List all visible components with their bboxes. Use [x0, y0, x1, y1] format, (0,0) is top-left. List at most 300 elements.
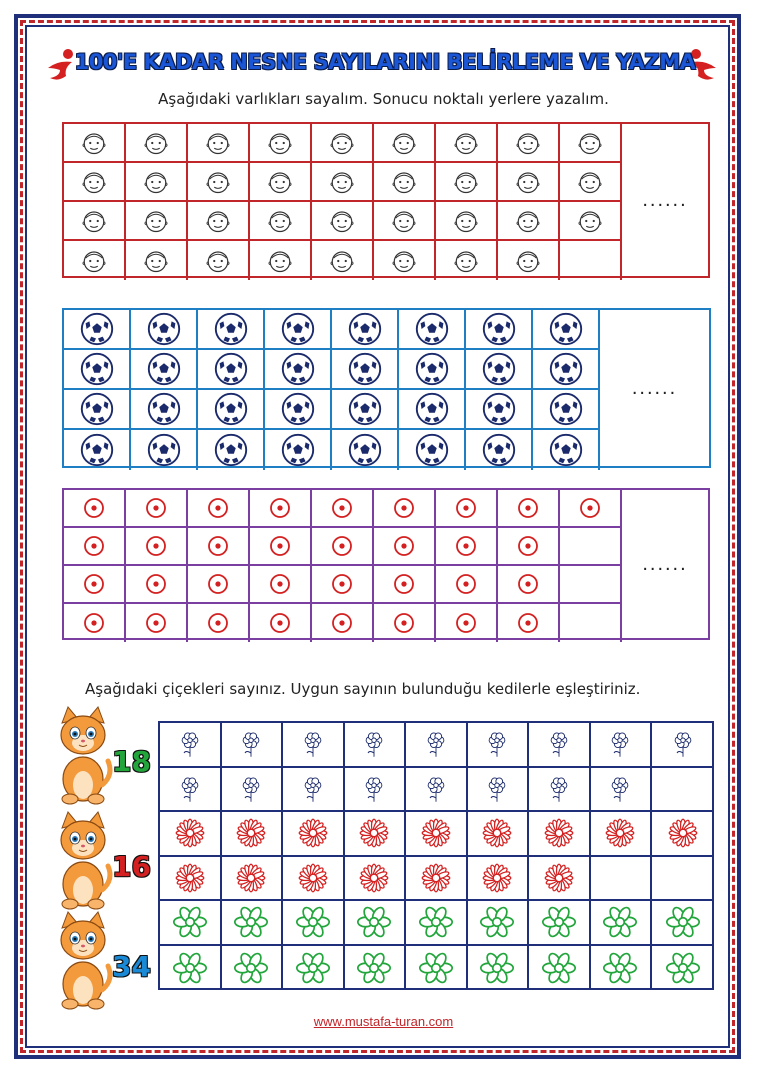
target-circle-icon — [203, 608, 233, 638]
target-circle-icon — [451, 531, 481, 561]
grid-cell — [131, 310, 198, 350]
grid-cell — [64, 490, 126, 528]
green-flower-icon — [540, 903, 578, 941]
flower-cell — [160, 723, 222, 768]
grid-cell — [560, 163, 622, 202]
target-circle-icon — [79, 531, 109, 561]
smiley-face-icon — [513, 246, 543, 276]
green-flower-icon — [232, 949, 270, 987]
target-circle-icon — [79, 608, 109, 638]
grid-cell — [533, 350, 600, 390]
outline-flower-icon — [668, 729, 698, 759]
footer-link[interactable]: www.mustafa-turan.com — [313, 1014, 454, 1029]
smiley-face-icon — [513, 167, 543, 197]
flower-cell — [652, 768, 714, 813]
smiley-face-icon — [203, 206, 233, 236]
soccer-ball-icon — [547, 431, 585, 469]
grid-cell — [498, 490, 560, 528]
answer-blank[interactable]: ...... — [642, 552, 688, 575]
target-circle-icon — [389, 493, 419, 523]
red-daisy-icon — [540, 859, 578, 897]
grid-cell — [436, 163, 498, 202]
grid-cell — [64, 604, 126, 642]
flower-cell — [283, 901, 345, 946]
smiley-face-icon — [575, 206, 605, 236]
target-circle-icon — [141, 569, 171, 599]
green-flower-icon — [478, 949, 516, 987]
target-circle-icon — [327, 569, 357, 599]
flower-cell — [468, 768, 530, 813]
target-circle-icon — [203, 531, 233, 561]
grid-cell — [466, 430, 533, 470]
grid-cell — [198, 430, 265, 470]
target-circle-icon — [513, 493, 543, 523]
soccer-ball-icon — [212, 431, 250, 469]
grid-cell — [188, 241, 250, 280]
soccer-ball-icon — [346, 431, 384, 469]
flower-cell — [468, 723, 530, 768]
grid-cell — [399, 390, 466, 430]
grid-cell — [64, 241, 126, 280]
soccer-ball-icon — [212, 390, 250, 428]
grid-cell — [498, 241, 560, 280]
flower-cell — [591, 901, 653, 946]
green-flower-icon — [171, 949, 209, 987]
flower-cell — [591, 812, 653, 857]
flower-cell — [160, 946, 222, 991]
flower-cell — [591, 857, 653, 902]
soccer-ball-icon — [78, 390, 116, 428]
grid-cell — [560, 528, 622, 566]
soccer-ball-icon — [480, 431, 518, 469]
target-circle-icon — [389, 531, 419, 561]
grid-cell — [436, 528, 498, 566]
soccer-ball-icon — [145, 390, 183, 428]
grid-cell — [198, 390, 265, 430]
target-circle-icon — [327, 531, 357, 561]
counting-grid — [62, 488, 710, 640]
grid-cell — [250, 241, 312, 280]
red-daisy-icon — [232, 859, 270, 897]
soccer-ball-icon — [279, 390, 317, 428]
smiley-face-icon — [265, 246, 295, 276]
flower-cell — [222, 768, 284, 813]
flower-cell — [529, 723, 591, 768]
green-flower-icon — [664, 903, 702, 941]
green-flower-icon — [232, 903, 270, 941]
flower-cell — [529, 768, 591, 813]
red-daisy-icon — [478, 859, 516, 897]
smiley-face-icon — [265, 206, 295, 236]
red-daisy-icon — [417, 814, 455, 852]
soccer-ball-icon — [346, 390, 384, 428]
flower-cell — [222, 946, 284, 991]
grid-cell — [126, 604, 188, 642]
grid-cell — [332, 390, 399, 430]
grid-cell — [498, 202, 560, 241]
flower-cell — [529, 946, 591, 991]
green-flower-icon — [294, 949, 332, 987]
flower-cell — [283, 946, 345, 991]
target-circle-icon — [513, 569, 543, 599]
green-flower-icon — [355, 903, 393, 941]
smiley-face-icon — [141, 206, 171, 236]
grid-cell — [126, 241, 188, 280]
grid-cell — [533, 310, 600, 350]
outline-flower-icon — [544, 774, 574, 804]
grid-cell — [399, 430, 466, 470]
flower-cell — [160, 857, 222, 902]
grid-cell — [498, 604, 560, 642]
flower-cell — [652, 723, 714, 768]
target-circle-icon — [389, 608, 419, 638]
grid-cell — [436, 202, 498, 241]
grid-cell — [560, 124, 622, 163]
soccer-ball-icon — [279, 431, 317, 469]
grid-cell — [560, 202, 622, 241]
grid-cell — [64, 163, 126, 202]
outline-flower-icon — [482, 729, 512, 759]
grid-cell — [126, 490, 188, 528]
grid-cell — [399, 310, 466, 350]
flower-cell — [345, 946, 407, 991]
page-title: 100'E KADAR NESNE SAYILARINI BELİRLEME VE YAZMA — [74, 50, 696, 74]
target-circle-icon — [141, 608, 171, 638]
grid-cell — [64, 310, 131, 350]
grid-cell — [188, 124, 250, 163]
grid-cell — [374, 566, 436, 604]
grid-cell — [131, 350, 198, 390]
grid-cell — [64, 350, 131, 390]
smiley-face-icon — [79, 206, 109, 236]
soccer-ball-icon — [212, 350, 250, 388]
cat-icon — [52, 705, 114, 805]
grid-cell — [436, 124, 498, 163]
red-daisy-icon — [355, 859, 393, 897]
flower-cell — [406, 812, 468, 857]
cat-icon — [52, 810, 114, 910]
flower-cell — [529, 901, 591, 946]
soccer-ball-icon — [413, 310, 451, 348]
target-circle-icon — [513, 531, 543, 561]
smiley-face-icon — [79, 167, 109, 197]
outline-flower-icon — [605, 774, 635, 804]
target-circle-icon — [265, 493, 295, 523]
grid-cell — [466, 350, 533, 390]
flower-cell — [468, 812, 530, 857]
smiley-face-icon — [265, 128, 295, 158]
flower-cell — [406, 768, 468, 813]
green-flower-icon — [540, 949, 578, 987]
green-flower-icon — [294, 903, 332, 941]
flower-cell — [345, 723, 407, 768]
red-daisy-icon — [417, 859, 455, 897]
grid-cell — [188, 566, 250, 604]
grid-cell — [312, 490, 374, 528]
flower-count-grid — [158, 721, 714, 990]
green-flower-icon — [171, 903, 209, 941]
smiley-face-icon — [451, 246, 481, 276]
grid-cell — [498, 528, 560, 566]
flower-cell — [160, 768, 222, 813]
counting-grid — [62, 122, 710, 278]
outline-flower-icon — [482, 774, 512, 804]
target-circle-icon — [203, 569, 233, 599]
grid-cell — [64, 528, 126, 566]
grid-cell — [64, 124, 126, 163]
red-daisy-icon — [478, 814, 516, 852]
soccer-ball-icon — [480, 310, 518, 348]
flower-cell — [345, 857, 407, 902]
target-circle-icon — [79, 569, 109, 599]
flower-cell — [468, 857, 530, 902]
flower-cell — [345, 901, 407, 946]
grid-cell — [466, 310, 533, 350]
grid-cell — [64, 566, 126, 604]
grid-cell — [436, 241, 498, 280]
outline-flower-icon — [236, 729, 266, 759]
grid-cell — [374, 604, 436, 642]
cat-number[interactable]: 34 — [112, 950, 151, 983]
grid-cell — [498, 163, 560, 202]
flower-cell — [406, 901, 468, 946]
grid-cell — [250, 566, 312, 604]
smiley-face-icon — [79, 128, 109, 158]
cat-number[interactable]: 16 — [112, 850, 151, 883]
grid-cell — [374, 124, 436, 163]
smiley-face-icon — [389, 206, 419, 236]
smiley-face-icon — [327, 128, 357, 158]
flower-cell — [345, 812, 407, 857]
red-daisy-icon — [355, 814, 393, 852]
grid-cell — [312, 566, 374, 604]
grid-cell — [188, 490, 250, 528]
grid-cell — [265, 310, 332, 350]
soccer-ball-icon — [212, 310, 250, 348]
green-flower-icon — [355, 949, 393, 987]
smiley-face-icon — [389, 128, 419, 158]
grid-cell — [250, 124, 312, 163]
red-daisy-icon — [601, 814, 639, 852]
soccer-ball-icon — [279, 310, 317, 348]
outline-flower-icon — [175, 774, 205, 804]
smiley-face-icon — [265, 167, 295, 197]
grid-cell — [188, 528, 250, 566]
smiley-face-icon — [389, 167, 419, 197]
flower-cell — [283, 857, 345, 902]
outline-flower-icon — [421, 729, 451, 759]
grid-cell — [250, 490, 312, 528]
flower-cell — [529, 857, 591, 902]
outline-flower-icon — [175, 729, 205, 759]
smiley-face-icon — [203, 167, 233, 197]
grid-cell — [188, 202, 250, 241]
grid-cell — [64, 390, 131, 430]
grid-cell — [436, 566, 498, 604]
flower-cell — [283, 812, 345, 857]
red-daisy-icon — [171, 814, 209, 852]
soccer-ball-icon — [145, 350, 183, 388]
flower-cell — [406, 857, 468, 902]
target-circle-icon — [79, 493, 109, 523]
red-daisy-icon — [232, 814, 270, 852]
soccer-ball-icon — [547, 310, 585, 348]
flower-cell — [652, 946, 714, 991]
flower-cell — [468, 946, 530, 991]
outline-flower-icon — [298, 774, 328, 804]
flower-cell — [222, 812, 284, 857]
soccer-ball-icon — [78, 350, 116, 388]
grid-cell — [126, 202, 188, 241]
target-circle-icon — [141, 493, 171, 523]
smiley-face-icon — [451, 167, 481, 197]
soccer-ball-icon — [480, 350, 518, 388]
flower-cell — [283, 768, 345, 813]
grid-cell — [126, 528, 188, 566]
target-circle-icon — [389, 569, 419, 599]
flower-cell — [406, 946, 468, 991]
smiley-face-icon — [79, 246, 109, 276]
grid-cell — [332, 310, 399, 350]
grid-cell — [64, 430, 131, 470]
red-daisy-icon — [294, 814, 332, 852]
grid-cell — [131, 430, 198, 470]
smiley-face-icon — [513, 206, 543, 236]
flower-cell — [529, 812, 591, 857]
target-circle-icon — [327, 493, 357, 523]
answer-blank[interactable]: ...... — [631, 376, 678, 399]
grid-cell — [560, 604, 622, 642]
grid-cell — [374, 528, 436, 566]
flower-cell — [222, 901, 284, 946]
green-flower-icon — [478, 903, 516, 941]
grid-cell — [466, 390, 533, 430]
grid-cell — [436, 604, 498, 642]
smiley-face-icon — [203, 246, 233, 276]
smiley-face-icon — [451, 128, 481, 158]
grid-cell — [250, 163, 312, 202]
flower-cell — [406, 723, 468, 768]
soccer-ball-icon — [145, 310, 183, 348]
target-circle-icon — [327, 608, 357, 638]
smiley-face-icon — [141, 128, 171, 158]
soccer-ball-icon — [279, 350, 317, 388]
target-circle-icon — [451, 608, 481, 638]
target-circle-icon — [141, 531, 171, 561]
target-circle-icon — [451, 569, 481, 599]
grid-cell — [265, 350, 332, 390]
grid-cell — [374, 202, 436, 241]
smiley-face-icon — [203, 128, 233, 158]
target-circle-icon — [265, 531, 295, 561]
outline-flower-icon — [544, 729, 574, 759]
flower-cell — [283, 723, 345, 768]
flower-cell — [160, 901, 222, 946]
soccer-ball-icon — [413, 350, 451, 388]
green-flower-icon — [664, 949, 702, 987]
grid-cell — [312, 241, 374, 280]
grid-cell — [312, 604, 374, 642]
soccer-ball-icon — [547, 350, 585, 388]
outline-flower-icon — [236, 774, 266, 804]
grid-cell — [126, 124, 188, 163]
grid-cell — [436, 490, 498, 528]
red-daisy-icon — [171, 859, 209, 897]
soccer-ball-icon — [78, 310, 116, 348]
flower-cell — [652, 901, 714, 946]
red-daisy-icon — [294, 859, 332, 897]
green-flower-icon — [417, 949, 455, 987]
grid-cell — [374, 241, 436, 280]
smiley-face-icon — [141, 167, 171, 197]
grid-cell — [126, 566, 188, 604]
flower-cell — [652, 812, 714, 857]
grid-cell — [250, 528, 312, 566]
green-flower-icon — [417, 903, 455, 941]
target-circle-icon — [265, 569, 295, 599]
smiley-face-icon — [327, 246, 357, 276]
grid-cell — [533, 390, 600, 430]
grid-cell — [498, 124, 560, 163]
outline-flower-icon — [298, 729, 328, 759]
outline-flower-icon — [359, 774, 389, 804]
cat-number[interactable]: 18 — [112, 745, 151, 778]
smiley-face-icon — [513, 128, 543, 158]
flower-cell — [591, 946, 653, 991]
grid-cell — [188, 163, 250, 202]
smiley-face-icon — [389, 246, 419, 276]
instruction-count-and-write: Aşağıdaki varlıkları sayalım. Sonucu noktalı yerlere yazalım. — [158, 90, 609, 108]
red-daisy-icon — [540, 814, 578, 852]
grid-cell — [498, 566, 560, 604]
grid-cell — [265, 390, 332, 430]
target-circle-icon — [265, 608, 295, 638]
red-daisy-icon — [664, 814, 702, 852]
smiley-face-icon — [327, 167, 357, 197]
flower-cell — [652, 857, 714, 902]
target-circle-icon — [451, 493, 481, 523]
grid-cell — [312, 124, 374, 163]
soccer-ball-icon — [346, 350, 384, 388]
smiley-face-icon — [575, 167, 605, 197]
grid-cell — [188, 604, 250, 642]
cat-icon — [52, 910, 114, 1010]
target-circle-icon — [513, 608, 543, 638]
grid-cell — [533, 430, 600, 470]
soccer-ball-icon — [413, 431, 451, 469]
smiley-face-icon — [451, 206, 481, 236]
smiley-face-icon — [327, 206, 357, 236]
grid-cell — [131, 390, 198, 430]
smiley-face-icon — [141, 246, 171, 276]
grid-cell — [312, 528, 374, 566]
flower-cell — [345, 768, 407, 813]
grid-cell — [198, 350, 265, 390]
grid-cell — [560, 241, 622, 280]
grid-cell — [250, 604, 312, 642]
green-flower-icon — [601, 949, 639, 987]
grid-cell — [198, 310, 265, 350]
grid-cell — [560, 490, 622, 528]
grid-cell — [265, 430, 332, 470]
grid-cell — [64, 202, 126, 241]
soccer-ball-icon — [346, 310, 384, 348]
soccer-ball-icon — [145, 431, 183, 469]
grid-cell — [332, 430, 399, 470]
soccer-ball-icon — [547, 390, 585, 428]
answer-blank[interactable]: ...... — [642, 188, 688, 211]
soccer-ball-icon — [78, 431, 116, 469]
